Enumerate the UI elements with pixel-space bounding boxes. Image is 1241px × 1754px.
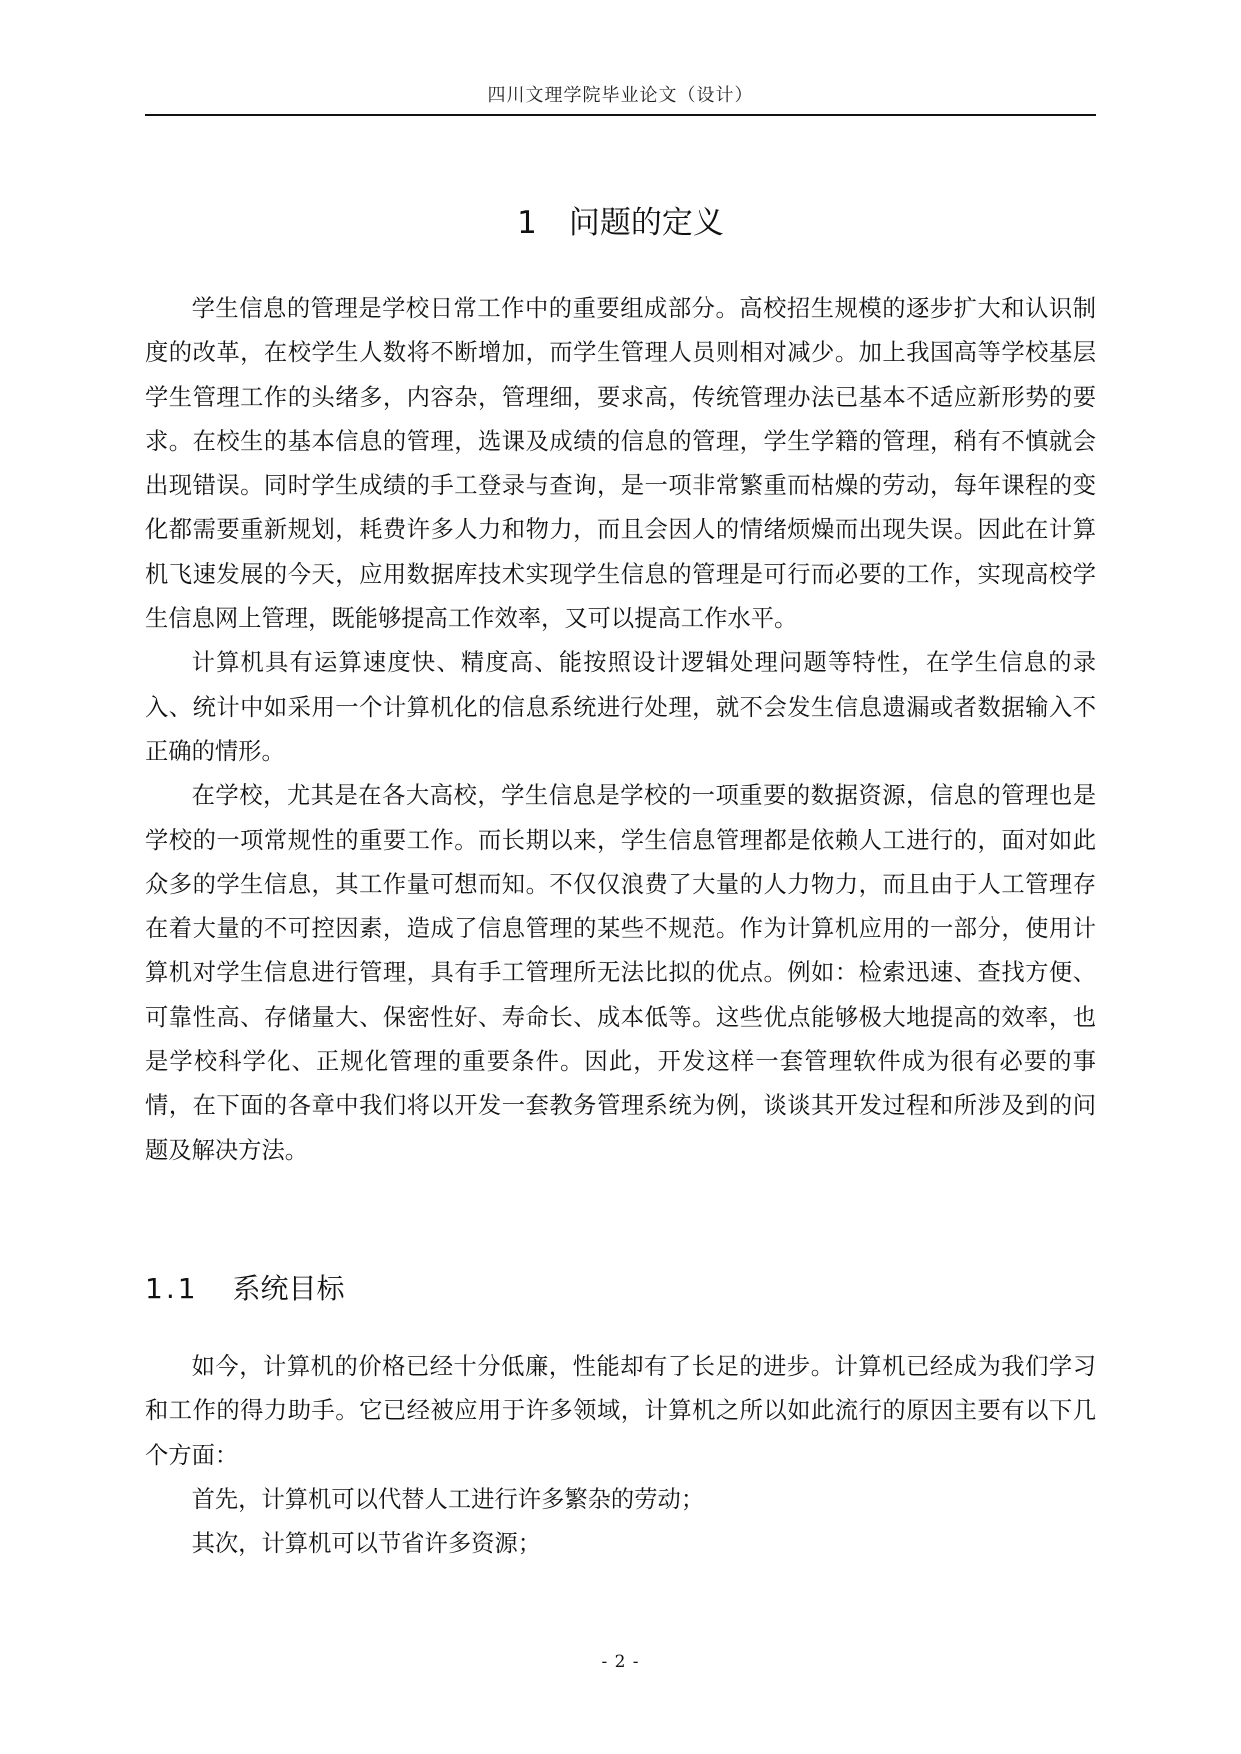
paragraph: 在学校，尤其是在各大高校，学生信息是学校的一项重要的数据资源，信息的管理也是学校的一项常规性的重要工作。而长期以来，学生信息管理都是依赖人工进行的，面对如此众多的学生信息，其工作量可想而知。不仅仅浪费了大量的人力物力，而且由于人工管理存在着大量的不可控因素，造成了信息管理的某些不规范。作为计算机应用的一部分，使用计算机对学生信息进行管理，具有手工管理所无法比拟的优点。例如：检索迅速、查找方便、可靠性高、存储量大、保密性好、寿命长、成本低等。这些优点能够极大地提高的效率，也是学校科学化、正规化管理的重要条件。因此，开发这样一套管理软件成为很有必要的事情，在下面的各章中我们将以开发一套教务管理系统为例，谈谈其开发过程和所涉及到的问题及解决方法。: [145, 782, 1096, 1164]
paragraph: 计算机具有运算速度快、精度高、能按照设计逻辑处理问题等特性，在学生信息的录入、统计中如采用一个计算机化的信息系统进行处理，就不会发生信息遗漏或者数据输入不正确的情形。: [145, 649, 1096, 765]
chapter-body: [145, 287, 1096, 1173]
chapter-number: 1: [517, 205, 537, 241]
paragraph: 学生信息的管理是学校日常工作中的重要组成部分。高校招生规模的逐步扩大和认识制度的改革，在校学生人数将不断增加，而学生管理人员则相对减少。加上我国高等学校基层学生管理工作的头绪多，内容杂，管理细，要求高，传统管理办法已基本不适应新形势的要求。在校生的基本信息的管理，选课及成绩的信息的管理，学生学籍的管理，稍有不慎就会出现错误。同时学生成绩的手工登录与查询，是一项非常繁重而枯燥的劳动，每年课程的变化都需要重新规划，耗费许多人力和物力，而且会因人的情绪烦燥而出现失误。因此在计算机飞速发展的今天，应用数据库技术实现学生信息的管理是可行而必要的工作，实现高校学生信息网上管理，既能够提高工作效率，又可以提高工作水平。: [145, 295, 1096, 633]
paragraph: 如今，计算机的价格已经十分低廉，性能却有了长足的进步。计算机已经成为我们学习和工作的得力助手。它已经被应用于许多领域，计算机之所以如此流行的原因主要有以下几个方面：: [145, 1353, 1096, 1469]
chapter-heading: [145, 202, 1096, 244]
paragraph: 其次，计算机可以节省许多资源；: [191, 1530, 542, 1558]
section-number: 1.1: [145, 1272, 199, 1305]
section-title: 系统目标: [232, 1272, 345, 1305]
running-header: 四川文理学院毕业论文（设计）: [487, 85, 754, 106]
section-heading: [145, 1270, 1096, 1308]
chapter-title: 问题的定义: [568, 205, 724, 241]
section-body: [145, 1345, 1096, 1566]
header-rule: [145, 114, 1096, 116]
paragraph: 首先，计算机可以代替人工进行许多繁杂的劳动；: [191, 1485, 705, 1513]
page-number: - 2 -: [601, 1652, 640, 1672]
